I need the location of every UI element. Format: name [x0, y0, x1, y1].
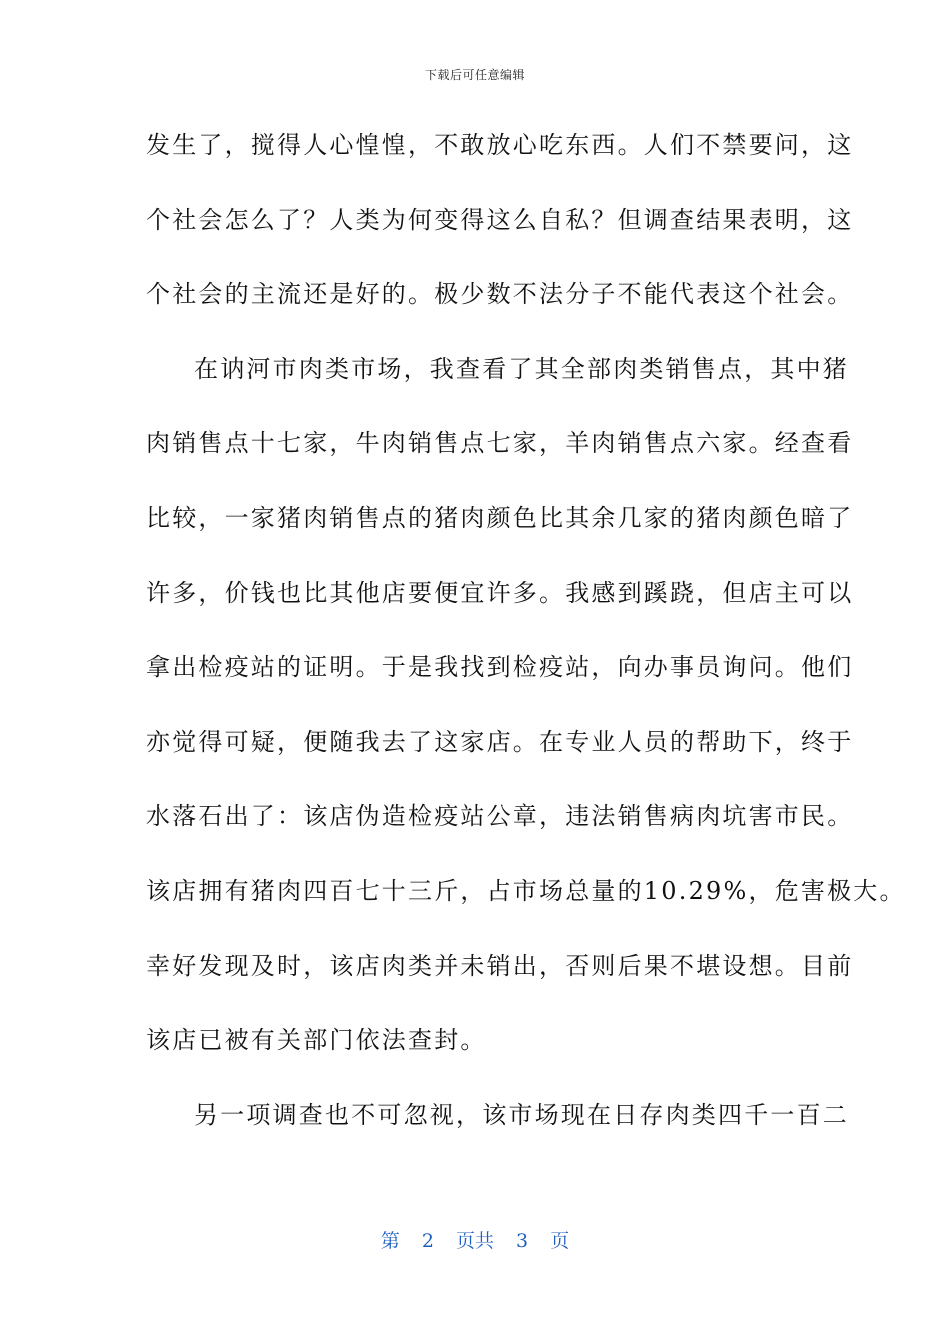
- text-line: 许多，价钱也比其他店要便宜许多。我感到蹊跷，但店主可以: [146, 578, 854, 607]
- text-line: 拿出检疫站的证明。于是我找到检疫站，向办事员询问。他们: [146, 653, 854, 682]
- text-line: 发生了，搅得人心惶惶，不敢放心吃东西。人们不禁要问，这: [146, 131, 854, 159]
- text-line: 幸好发现及时，该店肉类并未销出，否则后果不堪设想。目前: [146, 951, 854, 980]
- page-number-footer: [0, 1226, 950, 1253]
- paragraph-start-line: 另一项调查也不可忽视，该市场现在日存肉类四千一百二: [194, 1100, 849, 1129]
- text-line: 比较，一家猪肉销售点的猪肉颜色比其余几家的猪肉颜色暗了: [146, 503, 854, 532]
- text-line: 水落石出了：该店伪造检疫站公章，违法销售病肉坑害市民。: [146, 802, 854, 831]
- paragraph-start-line: 在讷河市肉类市场，我查看了其全部肉类销售点，其中猪: [194, 354, 849, 383]
- text-line: 该店拥有猪肉四百七十三斤，占市场总量的10.29%，危害极大。: [146, 876, 906, 905]
- text-line: 亦觉得可疑，便随我去了这家店。在专业人员的帮助下，终于: [146, 727, 854, 756]
- text-line: 该店已被有关部门依法查封。: [146, 1026, 487, 1055]
- header-note: 下载后可任意编辑: [424, 68, 525, 82]
- total-pages-number: 3: [516, 1230, 529, 1252]
- text-line: 个社会的主流还是好的。极少数不法分子不能代表这个社会。: [146, 280, 854, 309]
- document-body: [146, 121, 906, 1165]
- text-line: 个社会怎么了？人类为何变得这么自私？但调查结果表明，这: [146, 205, 854, 234]
- current-page-number: 2: [421, 1230, 434, 1252]
- text-line: 肉销售点十七家，牛肉销售点七家，羊肉销售点六家。经查看: [146, 429, 854, 458]
- footer-label-end: 页: [550, 1230, 570, 1252]
- footer-label-page: 第: [380, 1230, 400, 1252]
- footer-label-of: 页共: [455, 1230, 494, 1252]
